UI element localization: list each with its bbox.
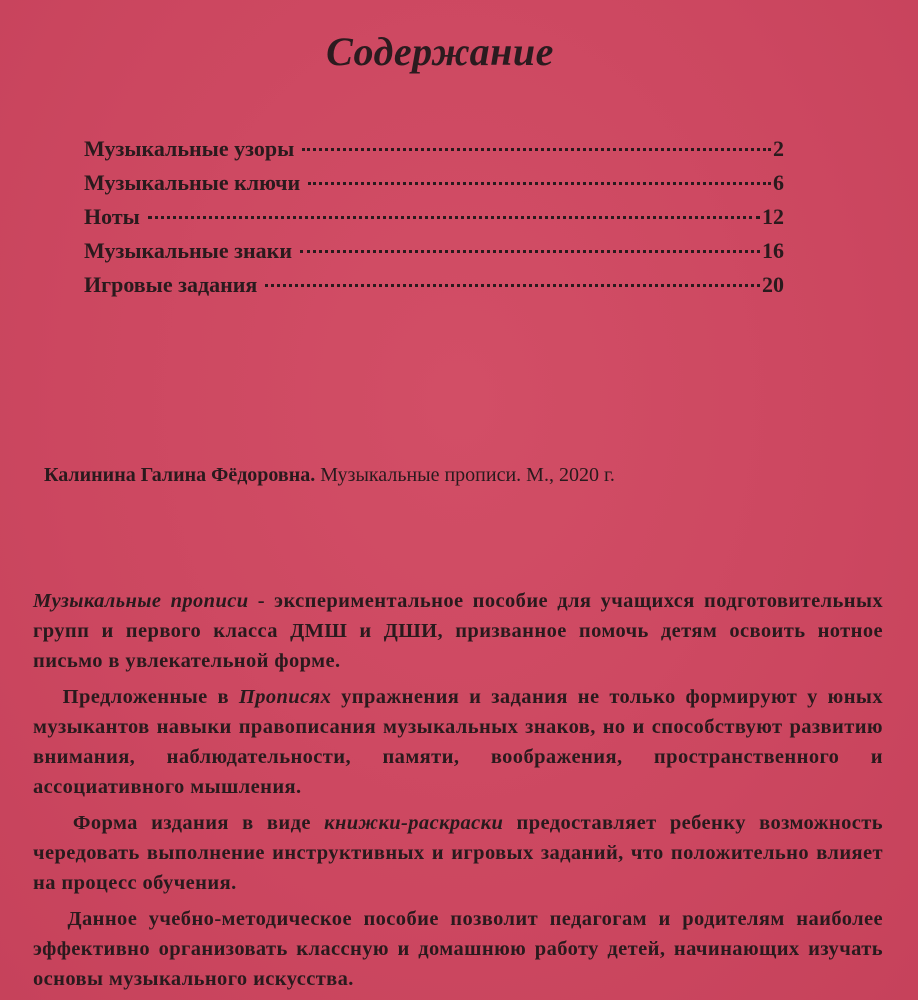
paragraph-text: Данное учебно-методическое пособие позволит педагогам и родителям наиболее эффективно организовать классную и домашнюю работу детей, начинающих изучать основы музыкального искусства. xyxy=(33,908,883,990)
credit-author: Калинина Галина Фёдоровна. xyxy=(44,464,316,486)
toc-label: Музыкальные узоры xyxy=(84,136,295,161)
toc-label: Музыкальные ключи xyxy=(84,170,301,195)
annotation-text xyxy=(33,586,883,1000)
toc-label: Ноты xyxy=(84,204,140,229)
credit-details: Музыкальные прописи. М., 2020 г. xyxy=(315,464,615,486)
page-title: Содержание xyxy=(326,29,554,74)
paragraph-italic: Прописях xyxy=(238,686,332,708)
toc-leader-dots xyxy=(265,284,760,287)
toc-row xyxy=(84,238,784,272)
toc-label: Музыкальные знаки xyxy=(84,238,292,263)
paragraph-pre: Предложенные в xyxy=(62,686,239,708)
paragraph-italic: Музыкальные прописи xyxy=(33,590,249,612)
paragraph xyxy=(33,586,883,676)
toc-leader-dots xyxy=(308,182,771,185)
toc-leader-dots xyxy=(300,250,760,253)
toc-row xyxy=(84,272,784,306)
toc-page-number: 20 xyxy=(762,272,784,297)
toc-leader-dots xyxy=(148,216,760,219)
paragraph xyxy=(33,904,883,994)
toc-page-number: 16 xyxy=(762,238,784,263)
paragraph xyxy=(33,808,883,898)
toc-label: Игровые задания xyxy=(84,272,258,297)
paragraph-text: - экспериментальное пособие для учащихся подготовительных групп и первого класса ДМШ и ДШИ, призванное помочь детям освоить нотное письмо в увлекательной форме. xyxy=(33,590,883,672)
toc-page-number: 2 xyxy=(773,136,784,161)
paragraph xyxy=(33,682,883,802)
paragraph-italic: книжки-раскраски xyxy=(324,812,504,834)
toc-row xyxy=(84,136,784,170)
paragraph-text: предоставляет ребенку возможность чередовать выполнение инструктивных и игровых заданий, что положительно влияет на процесс обучения. xyxy=(33,812,884,894)
paragraph-text: упражнения и задания не только формируют у юных музыкантов навыки правописания музыкальных знаков, но и способствуют развитию внимания, наблюдательности, памяти, воображения, пространственного и ассоциативного мышления. xyxy=(33,686,883,798)
toc-page-number: 12 xyxy=(762,204,784,229)
toc-leader-dots xyxy=(302,148,771,151)
paragraph-pre: Форма издания в виде xyxy=(72,812,325,834)
book-credit xyxy=(44,464,615,487)
toc-row xyxy=(84,204,784,238)
toc-page-number: 6 xyxy=(773,170,784,195)
toc-row xyxy=(84,170,784,204)
table-of-contents xyxy=(84,136,784,306)
